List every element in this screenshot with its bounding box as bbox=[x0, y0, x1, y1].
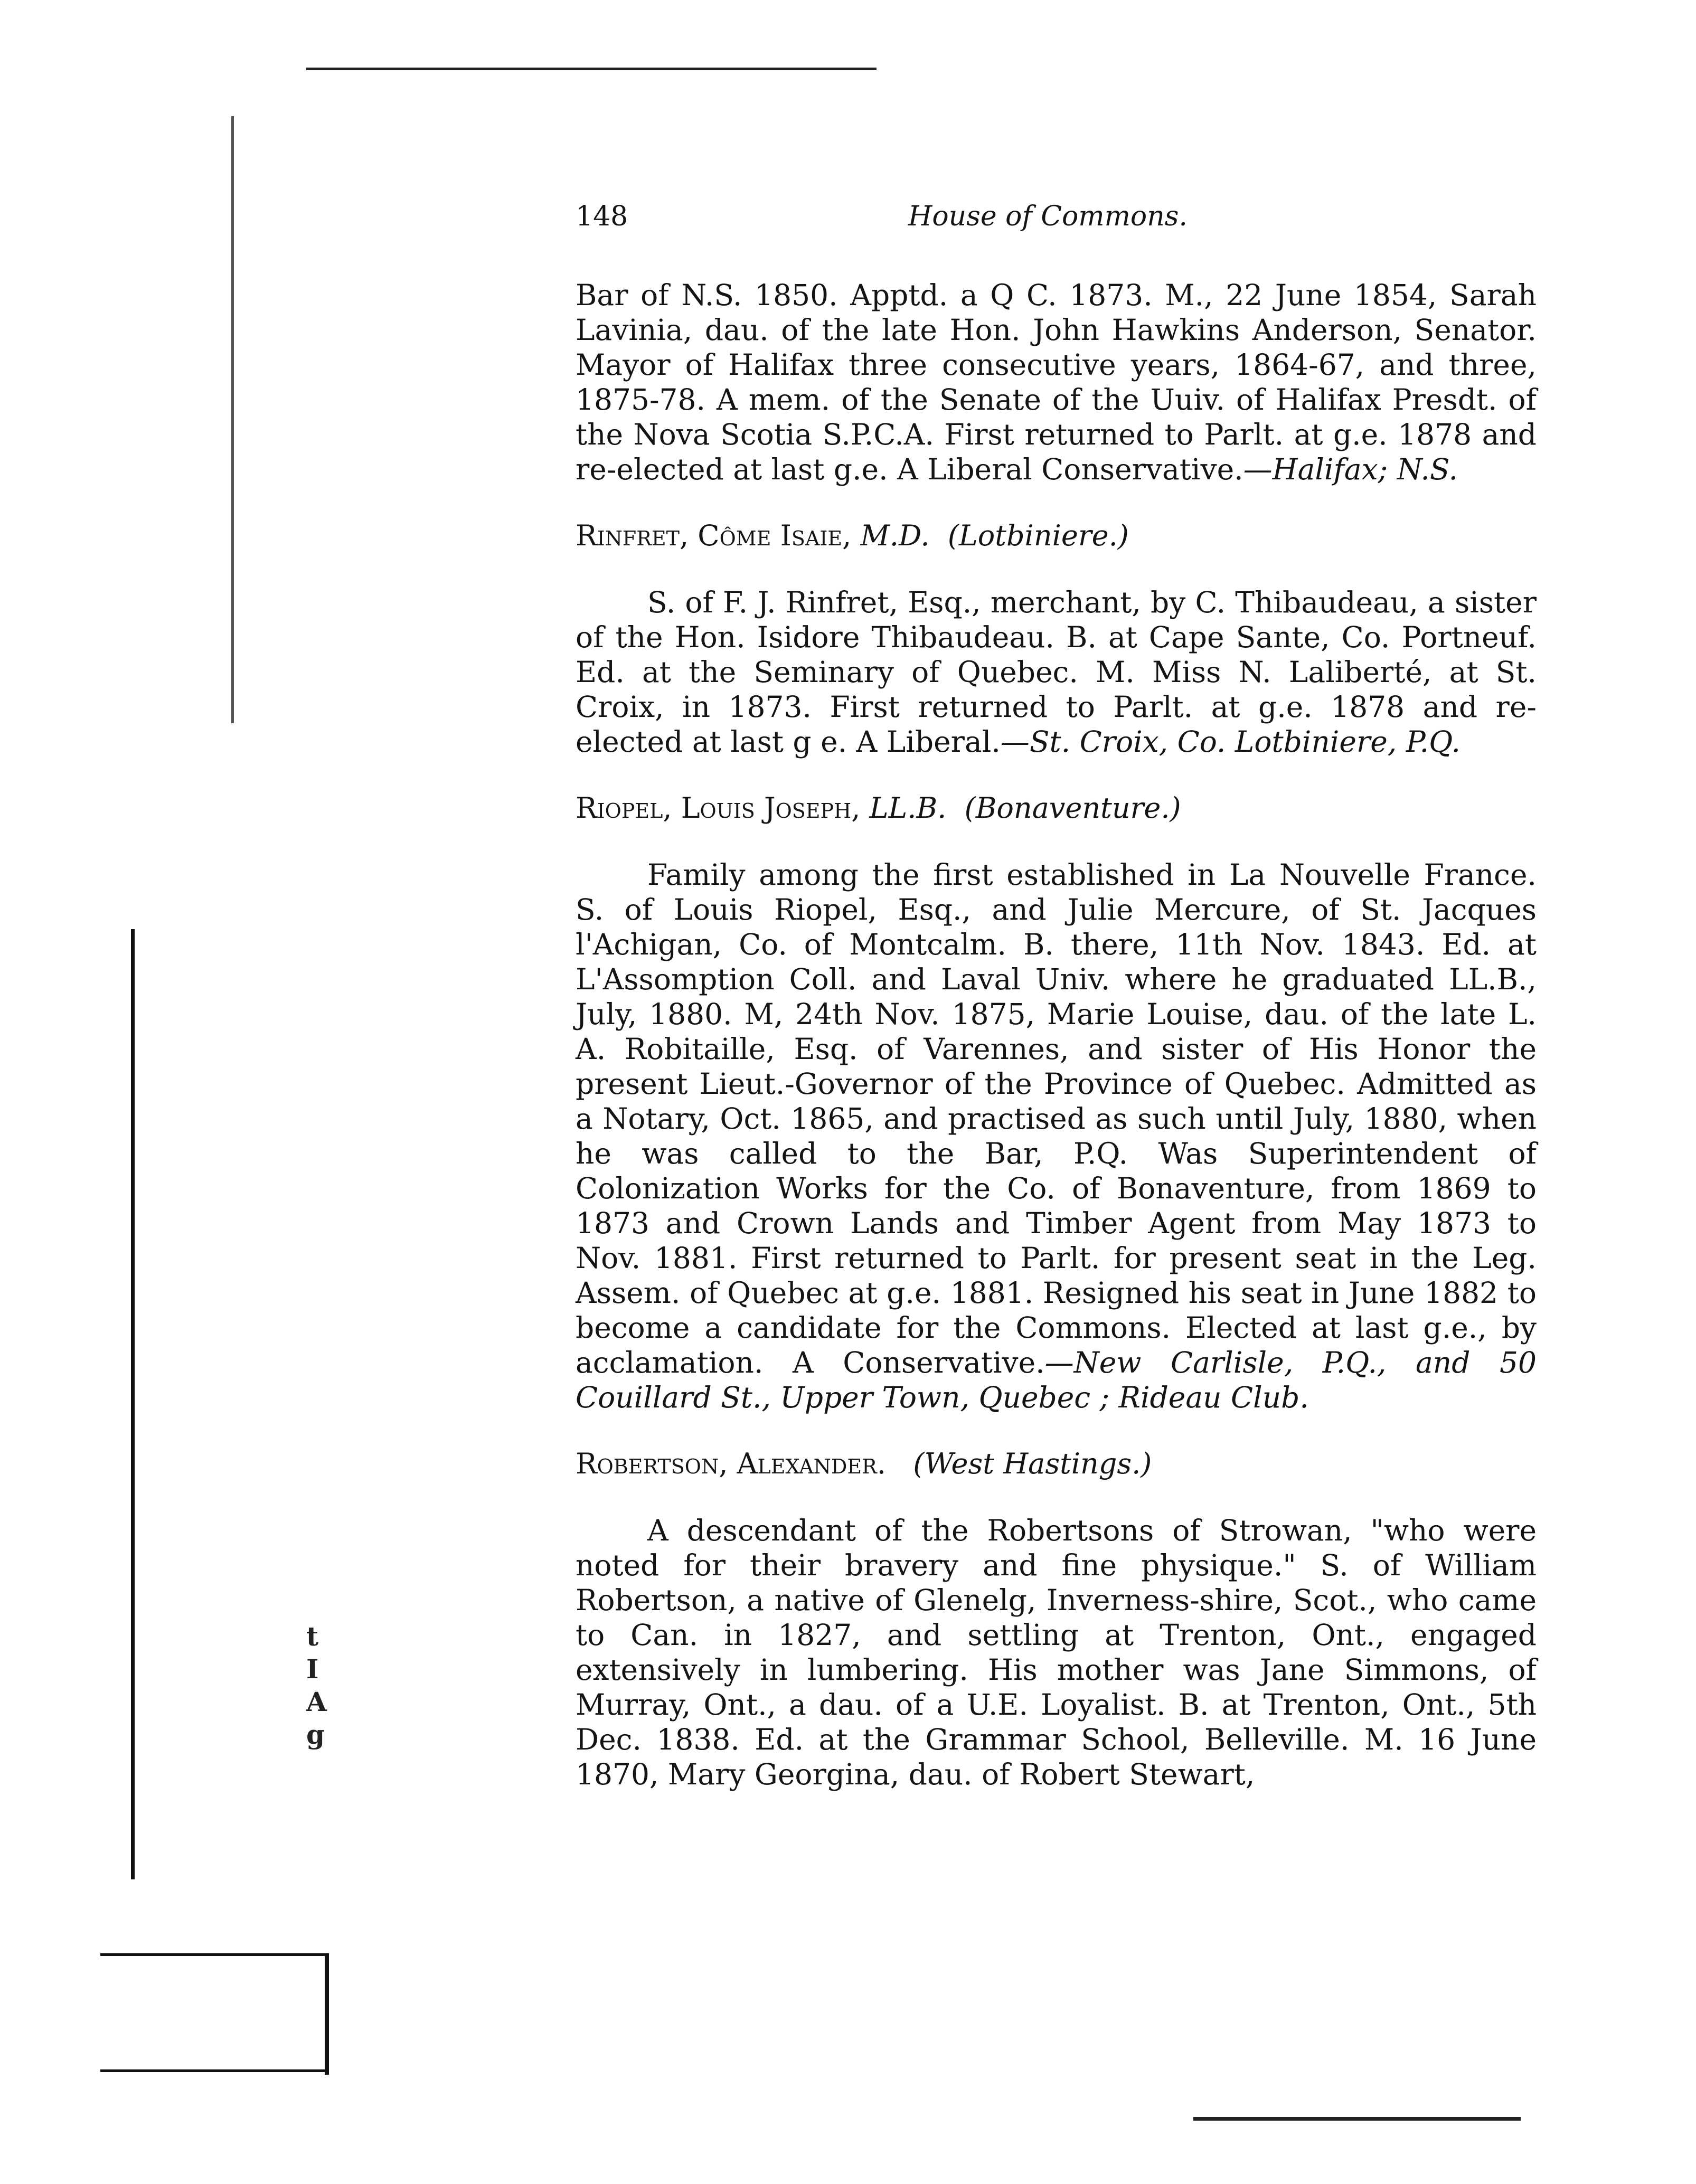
page-number: 148 bbox=[576, 201, 628, 232]
bottom-left-box-bottom bbox=[100, 2069, 327, 2072]
entry-name: Riopel, Louis Joseph, bbox=[576, 791, 861, 825]
entry-constituency: (Bonaventure.) bbox=[964, 791, 1181, 825]
entry-constituency: (Lotbiniere.) bbox=[947, 519, 1129, 552]
bottom-right-rule bbox=[1193, 2117, 1521, 2121]
entry-paragraph bbox=[576, 857, 1537, 1415]
bottom-left-box-right bbox=[325, 1953, 329, 2075]
entry-text: Bar of N.S. 1850. Apptd. a Q C. 1873. M., 22 June 1854, Sarah Lavinia, dau. of the late Hon. John Hawkins Anderson, Senator. Mayor of Halifax three consecutive years, 1864-67, and three, 1875-78. A mem. of the Senate of the Uuiv. of Halifax Presdt. of the Nova Scotia S.P.C.A. First returned to Parlt. at g.e. 1878 and re-elected at last g.e. A Liberal Conservative. bbox=[576, 278, 1537, 486]
entry-name: Robertson, Alexander. bbox=[576, 1447, 886, 1480]
entry-heading bbox=[576, 518, 1537, 553]
bottom-left-box-top bbox=[100, 1953, 327, 1956]
margin-glyph: I bbox=[306, 1653, 319, 1685]
entry-text: S. of F. J. Rinfret, Esq., merchant, by C. Thibaudeau, a sister of the Hon. Isidore Thibaudeau. B. at Cape Sante, Co. Portneuf. Ed. at the Seminary of Quebec. M. Miss N. Laliberté, at St. Croix, in 1873. First returned to Parlt. at g.e. 1878 and re-elected at last g e. A Liberal. bbox=[576, 585, 1537, 759]
page-header bbox=[576, 201, 1537, 243]
entry-paragraph bbox=[576, 585, 1537, 759]
margin-glyph: g bbox=[306, 1719, 325, 1750]
entry-address: —New Carlisle, P.Q., and 50 Couillard St., Upper Town, Quebec ; Rideau Club. bbox=[576, 1346, 1537, 1414]
entry-text: Family among the first established in La Nouvelle France. S. of Louis Riopel, Esq., and Julie Mercure, of St. Jacques l'Achigan, Co. of Montcalm. B. there, 11th Nov. 1843. Ed. at L'Assomption Coll. and Laval Univ. where he graduated LL.B., July, 1880. M, 24th Nov. 1875, Marie Louise, dau. of the late L. A. Robitaille, Esq. of Varennes, and sister of His Honor the present Lieut.-Governor of the Province of Quebec. Admitted as a Notary, Oct. 1865, and practised as such until July, 1880, when he was called to the Bar, P.Q. Was Superintendent of Colonization Works for the Co. of Bonaventure, from 1869 to 1873 and Crown Lands and Timber Agent from May 1873 to Nov. 1881. First returned to Parlt. for present seat in the Leg. Assem. of Quebec at g.e. 1881. Resigned his seat in June 1882 to become a candidate for the Commons. Elected at last g.e., by acclamation. A Conservative. bbox=[576, 858, 1537, 1379]
margin-glyph: t bbox=[306, 1621, 319, 1652]
top-edge-rule bbox=[306, 68, 877, 70]
page-text bbox=[576, 201, 1537, 1792]
continuation-paragraph bbox=[576, 278, 1537, 487]
entry-degree: LL.B. bbox=[869, 791, 947, 825]
entry-address: —St. Croix, Co. Lotbiniere, P.Q. bbox=[1000, 725, 1461, 759]
margin-glyph: A bbox=[306, 1686, 327, 1717]
entry-heading bbox=[576, 791, 1537, 826]
entry-paragraph bbox=[576, 1513, 1537, 1792]
entry-constituency: (West Hastings.) bbox=[913, 1447, 1152, 1480]
entry-heading bbox=[576, 1446, 1537, 1481]
left-margin-bar bbox=[131, 929, 135, 1879]
left-margin-line bbox=[231, 116, 234, 723]
entry-name: Rinfret, Côme Isaie, bbox=[576, 519, 852, 552]
entry-address: —Halifax; N.S. bbox=[1243, 452, 1458, 486]
entry-text: A descendant of the Robertsons of Strowan, "who were noted for their bravery and fine physique." S. of William Robertson, a native of Glenelg, Inverness-shire, Scot., who came to Can. in 1827, and settling at Trenton, Ont., engaged extensively in lumbering. His mother was Jane Simmons, of Murray, Ont., a dau. of a U.E. Loyalist. B. at Trenton, Ont., 5th Dec. 1838. Ed. at the Grammar School, Belleville. M. 16 June 1870, Mary Georgina, dau. of Robert Stewart, bbox=[576, 1514, 1537, 1791]
running-title: House of Commons. bbox=[908, 201, 1188, 232]
entry-degree: M.D. bbox=[860, 519, 930, 552]
